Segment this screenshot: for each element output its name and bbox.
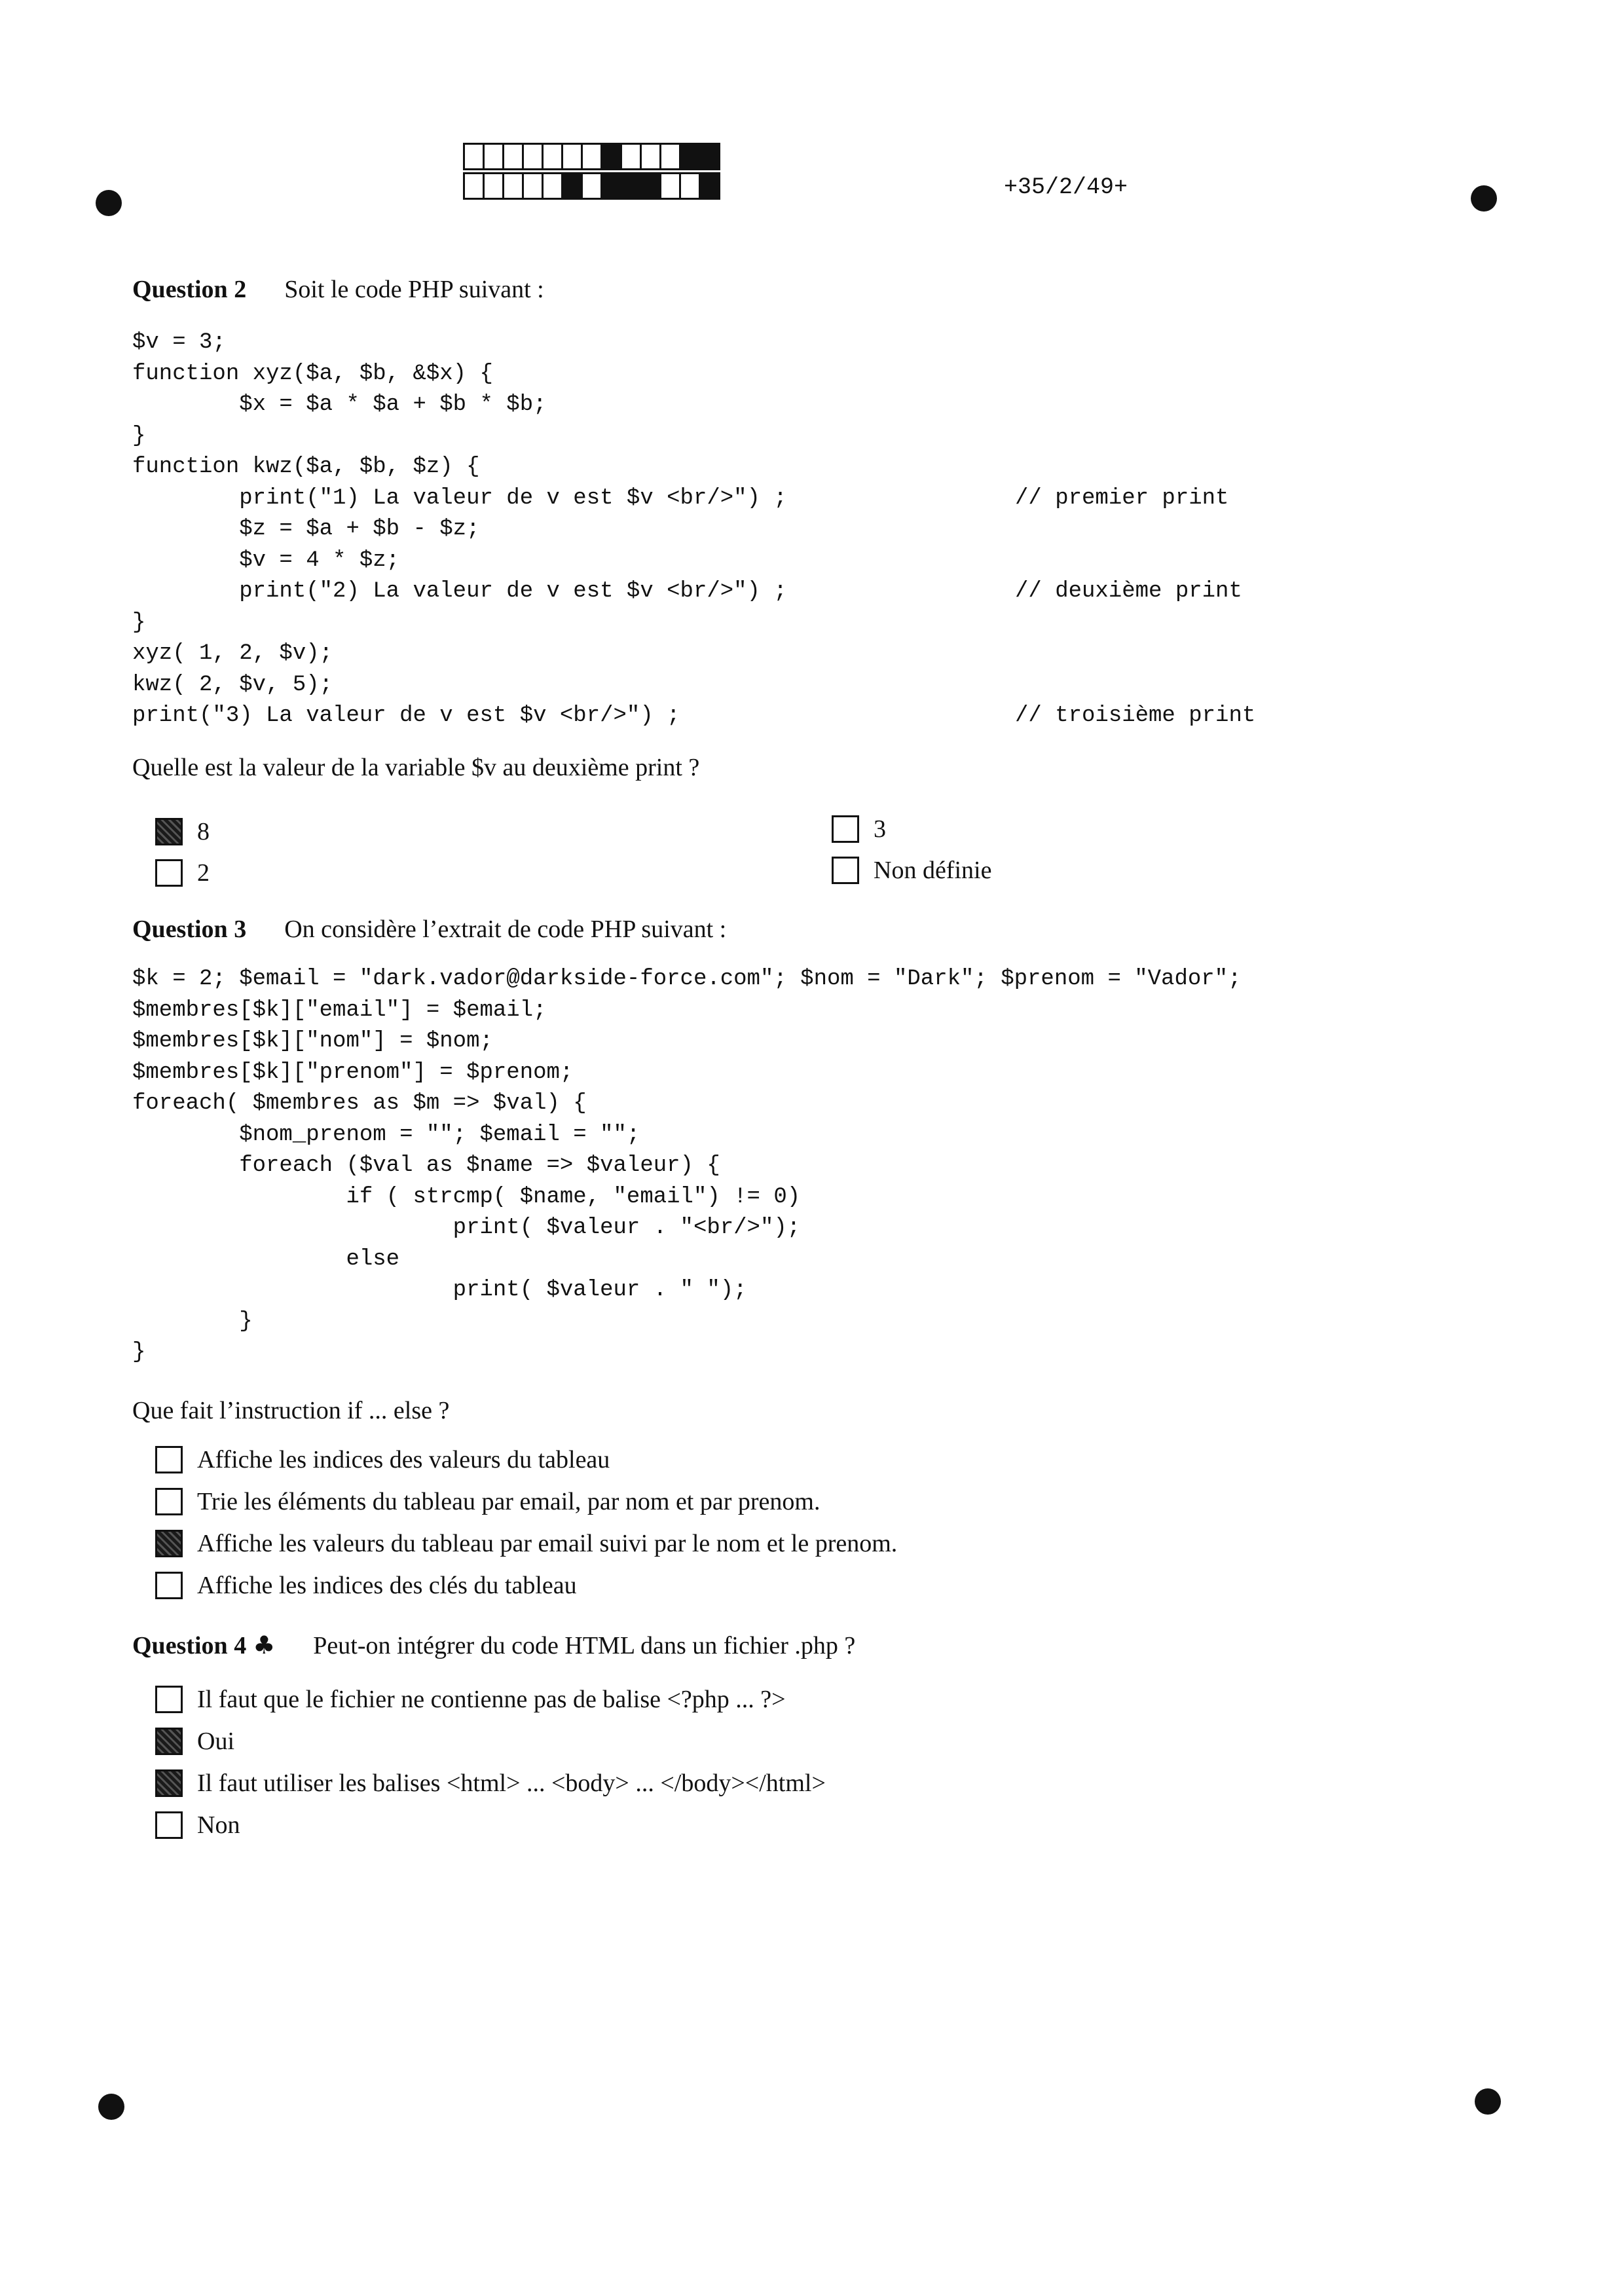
barcode-cell <box>659 172 681 200</box>
question-2-header <box>132 275 544 304</box>
barcode-cell <box>640 143 661 170</box>
code-line <box>132 670 787 701</box>
barcode-cell <box>483 172 504 200</box>
barcode-cell <box>502 143 524 170</box>
code-text: else <box>132 1246 400 1272</box>
barcode-cell <box>581 172 602 200</box>
code-block <box>132 964 1241 1369</box>
code-line <box>132 327 787 359</box>
code-line <box>132 1244 1241 1276</box>
answer-option[interactable] <box>155 1571 577 1600</box>
answer-checkbox[interactable] <box>155 1530 183 1557</box>
code-text: $membres[$k]["email"] = $email; <box>132 997 547 1023</box>
code-comment: // deuxième print <box>1015 579 1242 604</box>
code-line <box>132 514 787 546</box>
answer-option[interactable] <box>155 817 210 846</box>
barcode-cell <box>699 143 720 170</box>
code-line <box>132 452 787 483</box>
answer-label: Affiche les valeurs du tableau par email suivi par le nom et le prenom. <box>197 1530 898 1557</box>
barcode-cell <box>463 143 485 170</box>
code-text: print( $valeur . "<br/>"); <box>132 1215 801 1240</box>
answer-label: 8 <box>197 818 210 845</box>
code-text: } <box>132 423 146 449</box>
code-text: print("1) La valeur de v est $v <br/>") ; <box>132 485 787 511</box>
code-text: foreach ($val as $name => $valeur) { <box>132 1153 720 1178</box>
code-line <box>132 1088 1241 1120</box>
page-id: +35/2/49+ <box>1004 174 1128 200</box>
code-comment: // premier print <box>1015 485 1229 511</box>
answer-label: 3 <box>874 815 886 843</box>
answer-option[interactable] <box>155 859 210 887</box>
code-text: print("2) La valeur de v est $v <br/>") ; <box>132 579 787 604</box>
barcode-cell <box>463 172 485 200</box>
code-text: } <box>132 1308 253 1334</box>
corner-mark-bottom-right <box>1475 2088 1501 2115</box>
question-text: Quelle est la valeur de la variable $v au deuxième print ? <box>132 754 700 781</box>
answer-checkbox[interactable] <box>155 1728 183 1755</box>
question-3-header <box>132 915 726 944</box>
code-text: $membres[$k]["nom"] = $nom; <box>132 1029 493 1054</box>
code-line <box>132 1213 1241 1244</box>
barcode-cell <box>483 143 504 170</box>
code-text: xyz( 1, 2, $v); <box>132 641 333 666</box>
code-text: function xyz($a, $b, &$x) { <box>132 361 493 386</box>
answer-checkbox[interactable] <box>155 1769 183 1797</box>
question-label: Question 4 ♣ <box>132 1631 276 1659</box>
barcode-row <box>463 172 718 200</box>
question-4-header <box>132 1631 855 1660</box>
answer-option[interactable] <box>155 1685 786 1714</box>
answer-label: Non définie <box>874 857 992 884</box>
barcode-cell <box>581 143 602 170</box>
code-text: print("3) La valeur de v est $v <br/>") ; <box>132 703 680 728</box>
code-line <box>132 1275 1241 1306</box>
code-line <box>132 964 1241 995</box>
answer-label: Non <box>197 1811 240 1839</box>
barcode-cell <box>522 143 544 170</box>
answer-label: Affiche les indices des clés du tableau <box>197 1572 577 1599</box>
code-text: if ( strcmp( $name, "email") != 0) <box>132 1184 801 1210</box>
code-line <box>132 1337 1241 1369</box>
barcode-cell <box>600 172 622 200</box>
answer-checkbox[interactable] <box>155 818 183 845</box>
question-prompt: Soit le code PHP suivant : <box>284 276 544 303</box>
code-line <box>132 1151 1241 1182</box>
answer-option[interactable] <box>832 856 991 885</box>
code-text: function kwz($a, $b, $z) { <box>132 454 480 479</box>
code-line <box>132 359 787 390</box>
answer-checkbox[interactable] <box>155 1572 183 1599</box>
answer-option[interactable] <box>155 1727 234 1756</box>
answer-option[interactable] <box>155 1811 240 1840</box>
code-line <box>132 608 787 639</box>
corner-mark-bottom-left <box>98 2094 124 2120</box>
code-line <box>132 1306 1241 1338</box>
barcode-cell <box>620 143 642 170</box>
code-line <box>132 1026 1241 1058</box>
barcode-cell <box>679 172 701 200</box>
code-line <box>132 639 787 670</box>
barcode-cell <box>699 172 720 200</box>
code-line <box>132 1058 1241 1089</box>
barcode-cell <box>561 143 583 170</box>
barcode-cell <box>502 172 524 200</box>
code-text: } <box>132 610 146 635</box>
question-label: Question 3 <box>132 916 247 943</box>
answer-label: Il faut que le fichier ne contienne pas de balise <?php ... ?> <box>197 1686 786 1713</box>
answer-label: 2 <box>197 859 210 887</box>
answer-label: Oui <box>197 1728 234 1755</box>
question-prompt: Peut-on intégrer du code HTML dans un fichier .php ? <box>313 1632 856 1659</box>
barcode-cell <box>561 172 583 200</box>
answer-checkbox[interactable] <box>155 1488 183 1515</box>
barcode-row <box>463 143 718 170</box>
code-line <box>132 1120 1241 1151</box>
code-line <box>132 701 1256 732</box>
answer-checkbox[interactable] <box>155 1686 183 1713</box>
code-comment: // troisième print <box>1015 703 1256 728</box>
answer-checkbox[interactable] <box>155 1811 183 1839</box>
code-line <box>132 546 787 577</box>
code-line <box>132 1182 1241 1213</box>
answer-checkbox[interactable] <box>155 1446 183 1473</box>
club-icon: ♣ <box>253 1631 276 1659</box>
code-text: $z = $a + $b - $z; <box>132 517 480 542</box>
corner-mark-top-right <box>1471 185 1497 212</box>
barcode-cell <box>542 143 563 170</box>
code-line <box>132 421 787 453</box>
question-label: Question 2 <box>132 276 247 303</box>
barcode-cell <box>640 172 661 200</box>
barcode-cell <box>542 172 563 200</box>
answer-option[interactable] <box>155 1445 610 1474</box>
code-block <box>132 327 1256 732</box>
answer-option[interactable] <box>155 1487 820 1516</box>
code-line <box>132 483 1229 515</box>
code-line <box>132 390 787 421</box>
code-text: kwz( 2, $v, 5); <box>132 672 333 697</box>
answer-label: Il faut utiliser les balises <html> ... <body> ... </body></html> <box>197 1769 826 1797</box>
code-text: $nom_prenom = ""; $email = ""; <box>132 1122 640 1147</box>
answer-option[interactable] <box>155 1769 826 1798</box>
answer-checkbox[interactable] <box>155 859 183 887</box>
code-text: $v = 3; <box>132 330 226 355</box>
code-text: foreach( $membres as $m => $val) { <box>132 1091 587 1116</box>
answer-option[interactable] <box>832 815 886 843</box>
code-line <box>132 576 1242 608</box>
answer-option[interactable] <box>155 1529 897 1558</box>
code-text: } <box>132 1340 146 1365</box>
code-text: $membres[$k]["prenom"] = $prenom; <box>132 1060 574 1085</box>
answer-label: Affiche les indices des valeurs du tableau <box>197 1446 610 1473</box>
question-prompt: On considère l’extrait de code PHP suivant : <box>284 916 727 943</box>
barcode-cell <box>620 172 642 200</box>
barcode-cell <box>679 143 701 170</box>
answer-label: Trie les éléments du tableau par email, par nom et par prenom. <box>197 1488 821 1515</box>
question-text: Que fait l’instruction if ... else ? <box>132 1397 450 1424</box>
code-text: $x = $a * $a + $b * $b; <box>132 392 547 417</box>
corner-mark-top-left <box>96 190 122 216</box>
barcode-cell <box>522 172 544 200</box>
answer-checkbox[interactable] <box>832 815 859 843</box>
code-line <box>132 995 1241 1027</box>
code-text: $k = 2; $email = "dark.vador@darkside-force.com"; $nom = "Dark"; $prenom = "Vador"; <box>132 967 1242 991</box>
answer-checkbox[interactable] <box>832 857 859 884</box>
code-text: print( $valeur . " "); <box>132 1278 747 1303</box>
barcode-cell <box>659 143 681 170</box>
code-text: $v = 4 * $z; <box>132 547 400 573</box>
barcode-cell <box>600 143 622 170</box>
